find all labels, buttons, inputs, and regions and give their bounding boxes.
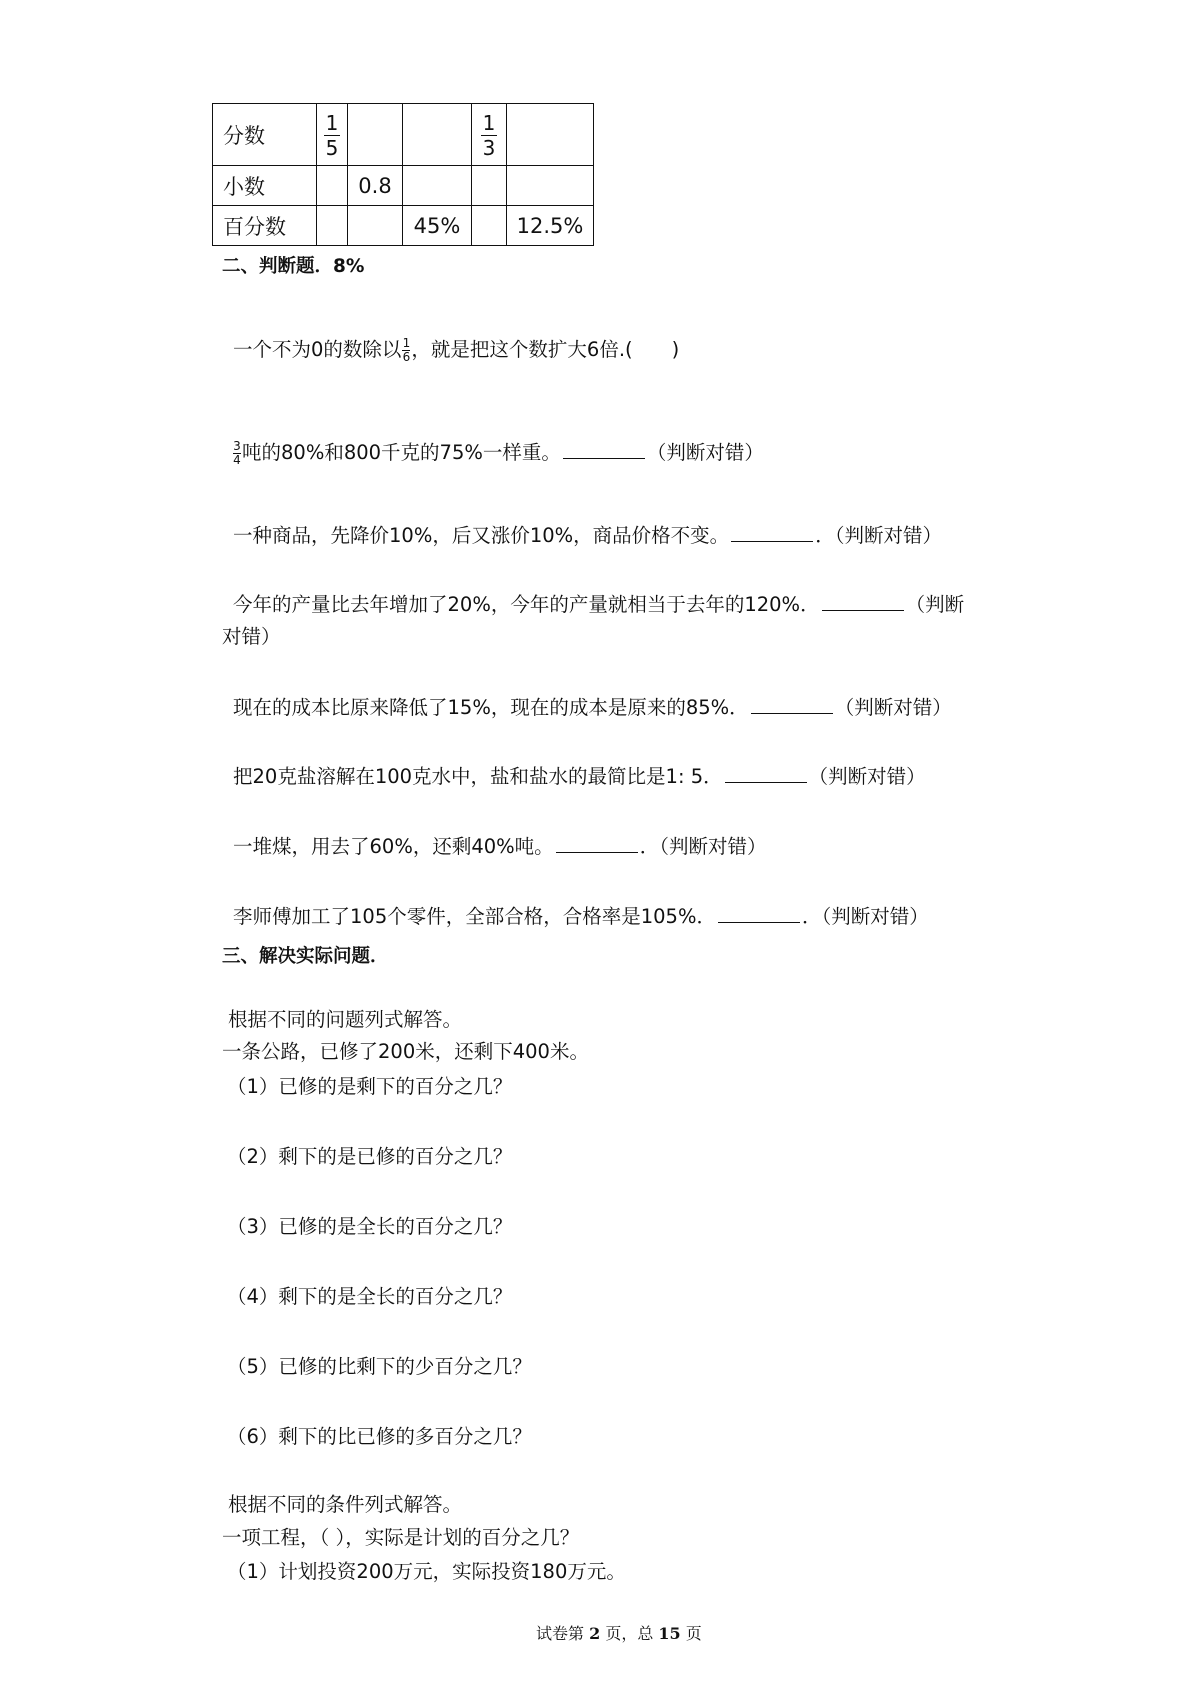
question-1 xyxy=(233,337,679,364)
question-6 xyxy=(233,764,926,789)
page-total: 15 xyxy=(658,1624,681,1643)
question-4-continued: 对错） xyxy=(222,625,281,648)
table-cell xyxy=(472,166,507,206)
fraction-numerator: 1 xyxy=(482,110,496,135)
problem-item: （1）计划投资200万元，实际投资180万元。 xyxy=(227,1560,626,1583)
section-heading: 三、解决实际问题． xyxy=(222,946,389,967)
problem-intro: 根据不同的条件列式解答。 xyxy=(228,1493,463,1516)
problem-item: （2）剩下的是已修的百分之几？ xyxy=(227,1145,513,1168)
table-cell xyxy=(317,166,348,206)
fraction xyxy=(481,112,497,159)
fraction xyxy=(233,440,241,467)
fraction-denominator: 4 xyxy=(233,453,241,467)
question-text: 把20克盐溶解在100克水中，盐和盐水的最简比是1: 5． xyxy=(233,765,723,788)
table-cell xyxy=(472,104,507,166)
table-row xyxy=(213,166,594,206)
answer-blank[interactable] xyxy=(556,834,638,853)
row-label: 分数 xyxy=(213,104,317,166)
table-cell xyxy=(317,104,348,166)
fraction-numerator: 1 xyxy=(325,110,339,135)
section-heading: 二、判断题．8% xyxy=(222,256,365,277)
question-8 xyxy=(233,904,929,929)
table-cell xyxy=(403,104,472,166)
question-tail: ．（判断对错） xyxy=(639,835,767,858)
question-5 xyxy=(233,695,952,720)
fraction-numerator: 3 xyxy=(233,439,241,453)
question-tail: （判断对错） xyxy=(808,765,926,788)
question-text: ，就是把这个数扩大6倍.( ) xyxy=(411,338,680,361)
row-label: 小数 xyxy=(213,166,317,206)
question-text: 一个不为0的数除以 xyxy=(233,338,402,361)
question-3 xyxy=(233,523,942,548)
question-text: 吨的80%和800千克的75%一样重。 xyxy=(242,441,561,464)
answer-blank[interactable] xyxy=(751,695,833,714)
question-tail: （判断 xyxy=(905,593,965,616)
problem-item: （5）已修的比剩下的少百分之几？ xyxy=(227,1355,532,1378)
question-tail: ．（判断对错） xyxy=(801,905,929,928)
conversion-table xyxy=(212,103,594,246)
answer-blank[interactable] xyxy=(718,904,800,923)
problem-item: （3）已修的是全长的百分之几？ xyxy=(227,1215,513,1238)
table-row xyxy=(213,206,594,246)
problem-item: （6）剩下的比已修的多百分之几？ xyxy=(227,1425,532,1448)
problem-item: （1）已修的是剩下的百分之几？ xyxy=(227,1075,513,1098)
table-cell xyxy=(348,104,403,166)
fraction xyxy=(402,337,410,364)
question-4 xyxy=(233,592,964,617)
answer-blank[interactable] xyxy=(563,440,645,459)
answer-blank[interactable] xyxy=(731,523,813,542)
table-row xyxy=(213,104,594,166)
footer-text: 试卷第 xyxy=(536,1624,590,1643)
question-tail: （判断对错） xyxy=(834,696,952,719)
page-footer xyxy=(536,1621,702,1644)
problem-stem: 一项工程，（ ），实际是计划的百分之几？ xyxy=(222,1526,580,1549)
page-number: 2 xyxy=(589,1624,601,1643)
table-cell: 12.5% xyxy=(507,206,594,246)
question-2 xyxy=(232,440,764,467)
question-text: 现在的成本比原来降低了15%，现在的成本是原来的85%． xyxy=(233,696,749,719)
fraction-numerator: 1 xyxy=(402,336,411,350)
table-cell: 0.8 xyxy=(348,166,403,206)
answer-blank[interactable] xyxy=(822,592,904,611)
table-cell xyxy=(507,166,594,206)
question-text: 一堆煤，用去了60%，还剩40%吨。 xyxy=(233,835,554,858)
question-text: 今年的产量比去年增加了20%，今年的产量就相当于去年的120%． xyxy=(233,593,820,616)
answer-blank[interactable] xyxy=(725,764,807,783)
footer-text: 页，总 xyxy=(600,1624,659,1643)
question-tail: ．（判断对错） xyxy=(815,524,942,547)
question-text: 一种商品，先降价10%，后又涨价10%，商品价格不变。 xyxy=(233,524,730,547)
fraction-denominator: 3 xyxy=(482,135,496,160)
table-cell xyxy=(317,206,348,246)
problem-intro: 根据不同的问题列式解答。 xyxy=(228,1008,463,1031)
fraction xyxy=(324,112,340,159)
table-cell: 45% xyxy=(403,206,472,246)
problem-stem: 一条公路，已修了200米，还剩下400米。 xyxy=(222,1040,589,1063)
table-cell xyxy=(348,206,403,246)
fraction-denominator: 5 xyxy=(325,135,339,160)
question-text: 李师傅加工了105个零件，全部合格，合格率是105%． xyxy=(233,905,716,928)
fraction-denominator: 6 xyxy=(402,350,411,364)
table-cell xyxy=(472,206,507,246)
footer-text: 页 xyxy=(680,1624,702,1643)
problem-item: （4）剩下的是全长的百分之几？ xyxy=(227,1285,513,1308)
question-7 xyxy=(233,834,766,859)
question-tail: （判断对错） xyxy=(646,441,764,464)
table-cell xyxy=(507,104,594,166)
table-cell xyxy=(403,166,472,206)
row-label: 百分数 xyxy=(213,206,317,246)
